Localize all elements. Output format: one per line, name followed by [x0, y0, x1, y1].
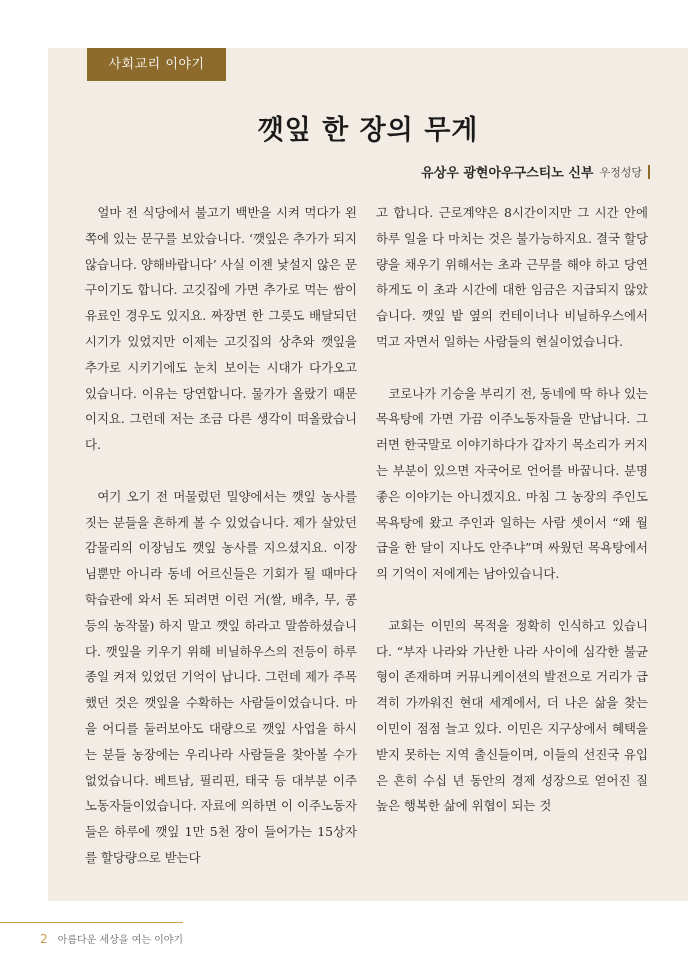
footer-rule — [0, 922, 183, 923]
paragraph: 코로나가 기승을 부리기 전, 동네에 딱 하나 있는 목욕탕에 가면 가끔 이주노동자들을 만납니다. 그러면 한국말로 이야기하다가 갑자기 목소리가 커지는 부분이 있으면 자국어로 언어를 바꿉니다. 분명 좋은 이야기는 아니겠지요. 마침 그 농장의 주인도 목욕탕에 왔고 주인과 일하는 사람 셋이서 “왜 월급을 한 달이 지나도 안주냐”며 싸웠던 목욕탕에서의 기억이 저에게는 남아있습니다. — [376, 385, 648, 582]
parish-name: 우정성당 — [599, 165, 642, 179]
paragraph: 여기 오기 전 머물렀던 밀양에서는 깻잎 농사를 짓는 분들을 흔하게 볼 수 있었습니다. 제가 살았던 감물리의 이장님도 깻잎 농사를 지으셨지요. 이장님뿐만 아니라 동네 어르신들은 기회가 될 때마다 학습관에 와서 돈 되려면 이런 거(쌀, 배추, 무, 콩 등의 농작물) 하지 말고 깻잎 하라고 말씀하셨습니다. 깻잎을 키우기 위해 비닐하우스의 전등이 하루 종일 켜져 있었던 기억이 납니다. 그런데 제가 주목했던 것은 깻잎을 수확하는 사람들이었습니다. 마을 어디를 둘러보아도 대량으로 깻잎 사업을 하시는 분들 농장에는 우리나라 사람들을 찾아볼 수가 없었습니다. 베트남, 필리핀, 태국 등 대부분 이주노동자들이었습니다. 자료에 의하면 이 이주노동자들은 하루에 깻잎 1만 5천 장이 들어가는 15상자를 할당량으로 받는다 — [85, 488, 357, 865]
author-name: 유상우 광현아우구스티노 신부 — [421, 166, 594, 181]
paragraph: 교회는 이민의 목적을 정확히 인식하고 있습니다. “부자 나라와 가난한 나라 사이에 심각한 불균형이 존재하며 커뮤니케이션의 발전으로 거리가 급격히 가까워진 현대 세계에서, 더 나은 삶을 찾는 이민이 점점 늘고 있다. 이민은 지구상에서 혜택을 받지 못하는 지역 출신들이며, 이들의 선진국 유입은 흔히 수십 년 동안의 경제 성장으로 얻어진 질 높은 행복한 삶에 위협이 되는 것 — [376, 617, 648, 814]
page-number: 2 — [40, 931, 48, 946]
page-footer — [40, 931, 183, 946]
page-title: 깻잎 한 장의 무게 — [257, 115, 479, 146]
byline — [421, 162, 650, 181]
publication-name: 아름다운 세상을 여는 이야기 — [57, 935, 184, 946]
right-column — [376, 200, 648, 845]
left-column — [85, 200, 357, 897]
byline-divider — [648, 165, 650, 179]
paragraph: 얼마 전 식당에서 불고기 백반을 시켜 먹다가 왼쪽에 있는 문구를 보았습니다. ‘깻잎은 추가가 되지 않습니다. 양해바랍니다’ 사실 이젠 낯설지 않은 문구이기도 합니다. 고깃집에 가면 추가로 먹는 쌈이 유료인 경우도 있지요. 짜장면 한 그릇도 배달되던 시기가 있었지만 이제는 고깃집의 상추와 깻잎을 추가로 시키기에도 눈치 보이는 시대가 다가오고 있습니다. 이유는 당연합니다. 물가가 올랐기 때문이지요. 그런데 저는 조금 다른 생각이 떠올랐습니다. — [85, 205, 357, 453]
paragraph-continued: 고 합니다. 근로계약은 8시간이지만 그 시간 안에 하루 일을 다 마치는 것은 불가능하지요. 결국 할당량을 채우기 위해서는 초과 근무를 해야 하고 당연하게도 이 초과 시간에 대한 임금은 지급되지 않았습니다. 깻잎 밭 옆의 컨테이너나 비닐하우스에서 먹고 자면서 일하는 사람들의 현실이었습니다. — [376, 205, 648, 349]
section-badge: 사회교리 이야기 — [87, 48, 226, 81]
